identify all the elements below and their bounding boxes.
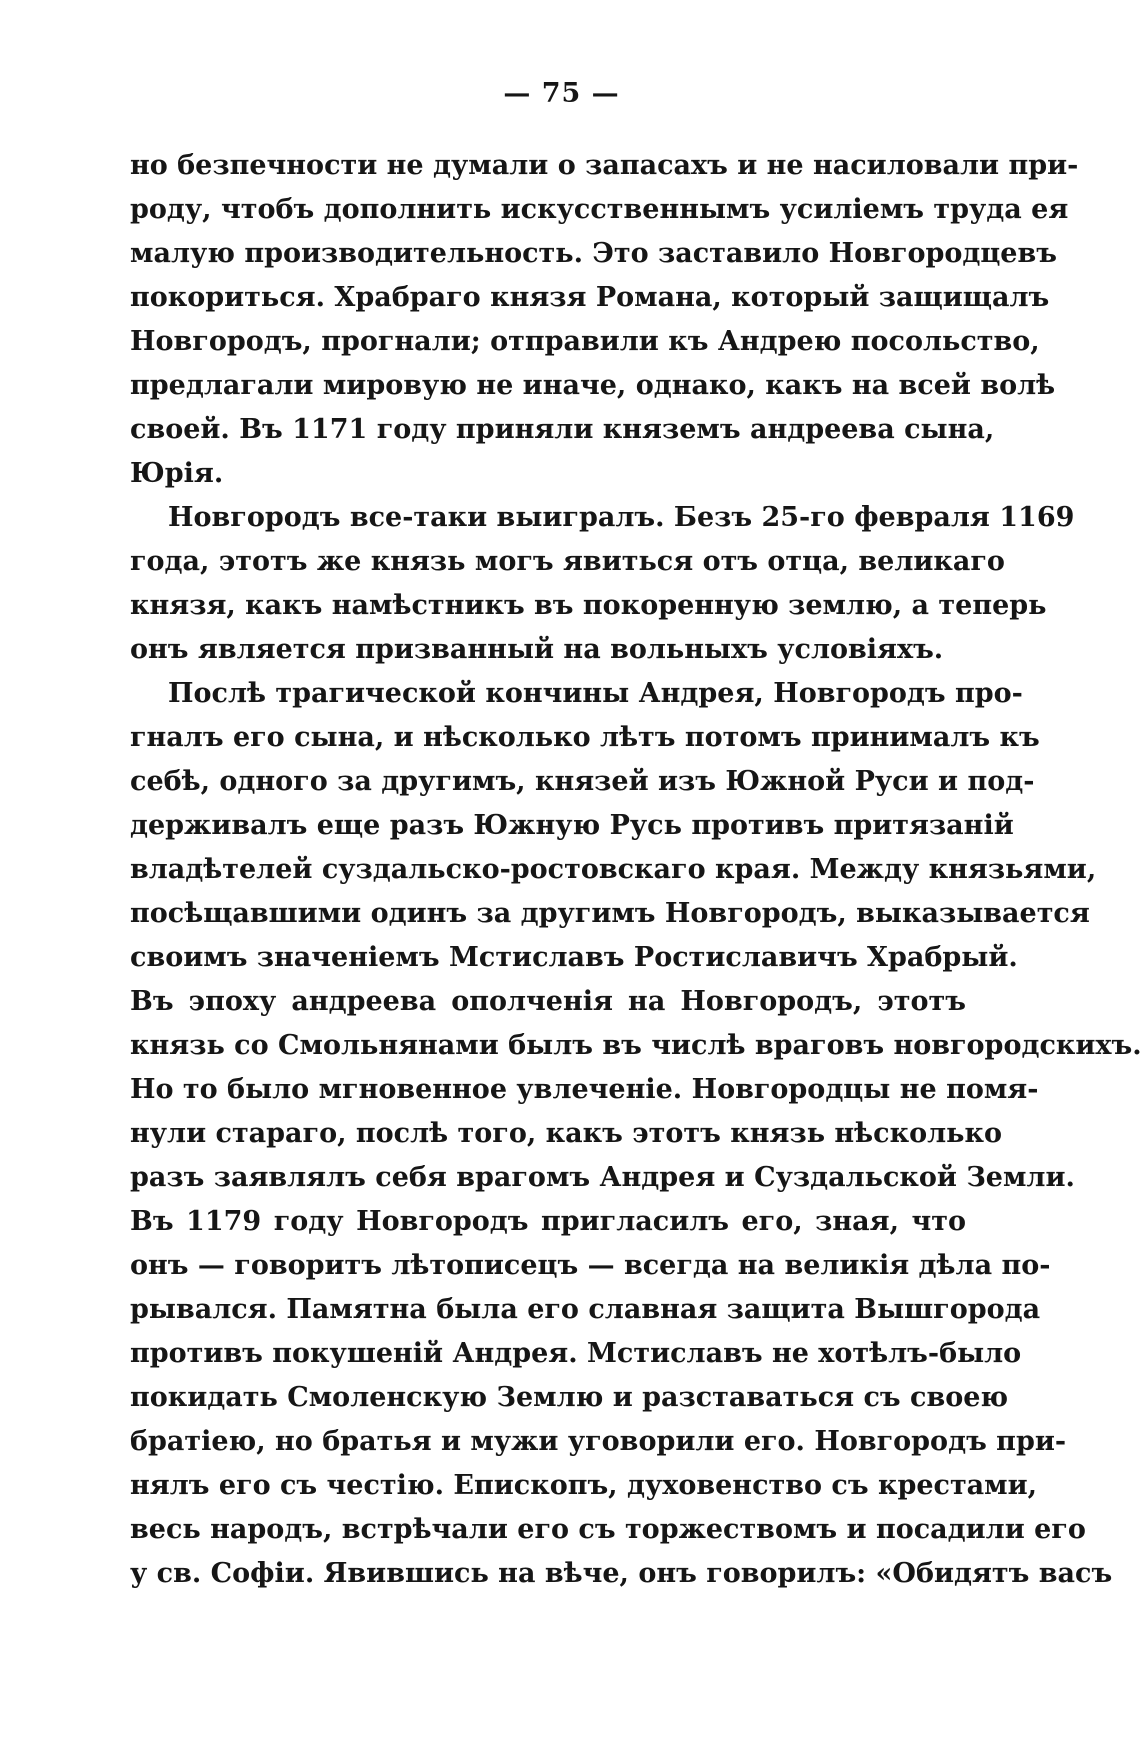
text-line: покориться. Храбраго князя Романа, который защищалъ: [130, 282, 1050, 313]
text-line: Новгородъ все-таки выигралъ. Безъ 25-го февраля 1169: [168, 502, 1075, 533]
text-line: весь народъ, встрѣчали его съ торжествомъ и посадили его: [130, 1514, 1086, 1545]
text-line: нялъ его съ честію. Епископъ, духовенство съ крестами,: [130, 1470, 1038, 1501]
text-line: князя, какъ намѣстникъ въ покоренную землю, а теперь: [130, 590, 1047, 621]
text-line: Въ эпоху андреева ополченія на Новгородъ, этотъ: [130, 986, 966, 1017]
paragraph-3: [130, 672, 1142, 1596]
text-line: Послѣ трагической кончины Андрея, Новгородъ про-: [168, 678, 1023, 709]
text-line: Новгородъ, прогнали; отправили къ Андрею посольство,: [130, 326, 1040, 357]
text-line: рывался. Памятна была его славная защита Вышгорода: [130, 1294, 1041, 1325]
text-line: онъ — говоритъ лѣтописецъ — всегда на великія дѣла по-: [130, 1250, 1051, 1281]
text-line: малую производительность. Это заставило Новгородцевъ: [130, 238, 1057, 269]
text-line: князь со Смольнянами былъ въ числѣ враговъ новгородскихъ.: [130, 1030, 1142, 1061]
page-number: — 75 —: [503, 78, 620, 109]
text-line: у св. Софіи. Явившись на вѣче, онъ говорилъ: «Обидятъ васъ: [130, 1558, 1113, 1589]
text-line: года, этотъ же князь могъ явиться отъ отца, великаго: [130, 546, 1005, 577]
text-line: но безпечности не думали о запасахъ и не насиловали при-: [130, 150, 1079, 181]
text-line: братіею, но братья и мужи уговорили его. Новгородъ при-: [130, 1426, 1067, 1457]
text-line: Но то было мгновенное увлеченіе. Новгородцы не помя-: [130, 1074, 1039, 1105]
paragraph-1: [130, 144, 1079, 496]
paragraph-2: [130, 496, 1075, 672]
text-line: владѣтелей суздальско-ростовскаго края. Между князьями,: [130, 854, 1097, 885]
text-line: нули стараго, послѣ того, какъ этотъ князь нѣсколько: [130, 1118, 1002, 1149]
text-line: Юрія.: [130, 458, 224, 489]
text-line: роду, чтобъ дополнить искусственнымъ усиліемъ труда ея: [130, 194, 1069, 225]
text-line: держивалъ еще разъ Южную Русь противъ притязаній: [130, 810, 1014, 841]
text-line: покидать Смоленскую Землю и разставаться съ своею: [130, 1382, 1009, 1413]
text-line: себѣ, одного за другимъ, князей изъ Южной Руси и под-: [130, 766, 1035, 797]
text-line: противъ покушеній Андрея. Мстиславъ не хотѣлъ-было: [130, 1338, 1022, 1369]
text-line: разъ заявлялъ себя врагомъ Андрея и Суздальской Земли.: [130, 1162, 1075, 1193]
text-line: предлагали мировую не иначе, однако, какъ на всей волѣ: [130, 370, 1056, 401]
text-line: онъ является призванный на вольныхъ условіяхъ.: [130, 634, 944, 665]
text-line: посѣщавшими одинъ за другимъ Новгородъ, выказывается: [130, 898, 1090, 929]
text-line: своей. Въ 1171 году приняли княземъ андреева сына,: [130, 414, 995, 445]
text-line: гналъ его сына, и нѣсколько лѣтъ потомъ принималъ къ: [130, 722, 1040, 753]
text-line: своимъ значеніемъ Мстиславъ Ростиславичъ Храбрый.: [130, 942, 1018, 973]
text-line: Въ 1179 году Новгородъ пригласилъ его, зная, что: [130, 1206, 966, 1237]
